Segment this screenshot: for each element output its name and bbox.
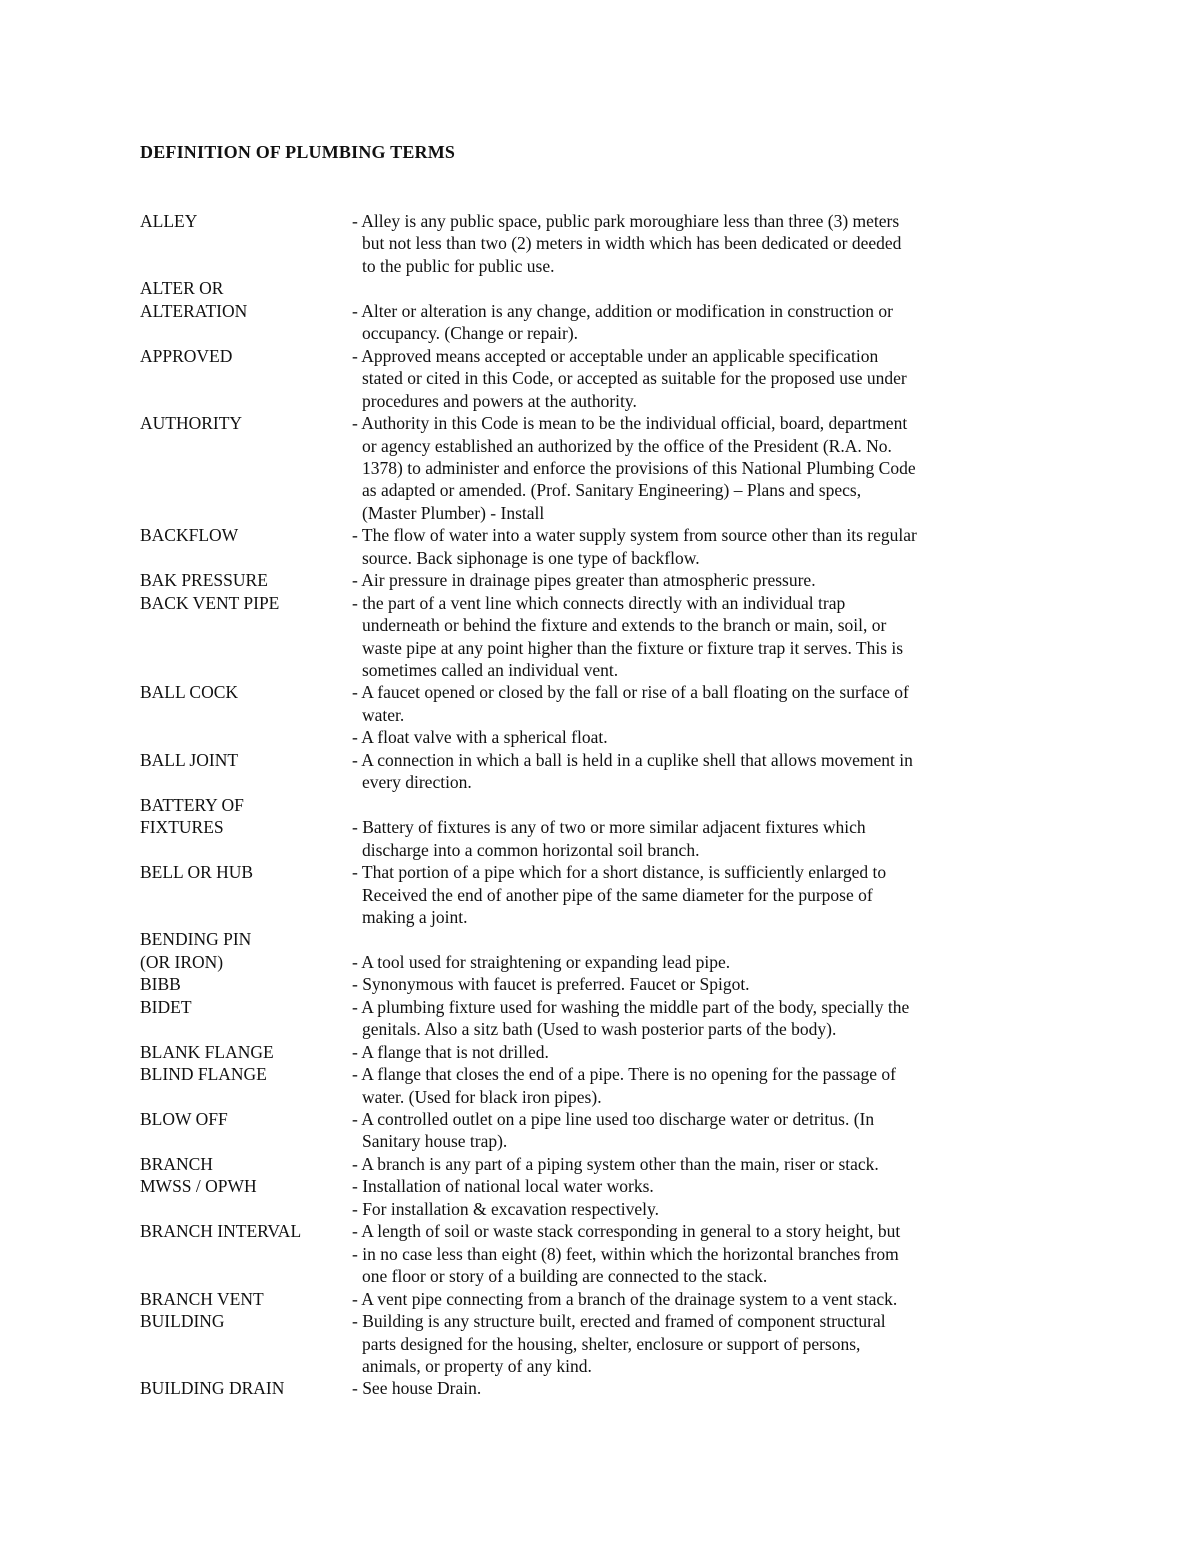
glossary-definition: - Air pressure in drainage pipes greater than atmospheric pressure. — [352, 570, 816, 590]
glossary-definition: - Installation of national local water works. — [352, 1176, 654, 1196]
glossary-definition-continuation: underneath or behind the fixture and extends to the branch or main, soil, or — [362, 615, 887, 635]
glossary-definition: - A vent pipe connecting from a branch of the drainage system to a vent stack. — [352, 1289, 898, 1309]
glossary-term: BUILDING DRAIN — [140, 1378, 285, 1398]
glossary-definition: - A float valve with a spherical float. — [352, 727, 608, 747]
glossary-definition-continuation: procedures and powers at the authority. — [362, 391, 637, 411]
glossary-definition-continuation: (Master Plumber) - Install — [362, 503, 545, 523]
glossary-term: MWSS / OPWH — [140, 1176, 257, 1196]
glossary-definition-continuation: genitals. Also a sitz bath (Used to wash posterior parts of the body). — [362, 1019, 837, 1039]
glossary-term: (OR IRON) — [140, 952, 224, 972]
glossary-term: FIXTURES — [140, 817, 224, 837]
glossary-term: BIBB — [140, 974, 181, 994]
glossary-term: BALL COCK — [140, 682, 239, 702]
glossary-definition-continuation: parts designed for the housing, shelter, enclosure or support of persons, — [362, 1334, 861, 1354]
glossary-term: ALTERATION — [140, 301, 248, 321]
glossary-definition: - A tool used for straightening or expanding lead pipe. — [352, 952, 731, 972]
glossary-definition-continuation: waste pipe at any point higher than the fixture or fixture trap it serves. This is — [362, 638, 904, 658]
glossary-definition-continuation: as adapted or amended. (Prof. Sanitary Engineering) – Plans and specs, — [362, 480, 862, 500]
glossary-term: BUILDING — [140, 1311, 225, 1331]
glossary-definition: - A length of soil or waste stack corresponding in general to a story height, but — [352, 1221, 901, 1241]
glossary-definition-continuation: sometimes called an individual vent. — [362, 660, 619, 680]
glossary-definition-continuation: or agency established an authorized by the office of the President (R.A. No. — [362, 436, 892, 456]
glossary-term: BIDET — [140, 997, 192, 1017]
glossary-definition: - See house Drain. — [352, 1378, 482, 1398]
glossary-term: BRANCH — [140, 1154, 213, 1174]
glossary-definition: - Approved means accepted or acceptable under an applicable specification — [352, 346, 879, 366]
glossary-definition: - Alley is any public space, public park moroughiare less than three (3) meters — [352, 211, 900, 231]
glossary-definition-continuation: making a joint. — [362, 907, 468, 927]
glossary-definition: - A faucet opened or closed by the fall or rise of a ball floating on the surface of — [352, 682, 909, 702]
glossary-term: BLOW OFF — [140, 1109, 228, 1129]
glossary-definition: - A controlled outlet on a pipe line used too discharge water or detritus. (In — [352, 1109, 875, 1129]
glossary-definition: - That portion of a pipe which for a short distance, is sufficiently enlarged to — [352, 862, 887, 882]
glossary-term: BELL OR HUB — [140, 862, 254, 882]
glossary-definition-continuation: occupancy. (Change or repair). — [362, 323, 579, 343]
glossary-term: BRANCH INTERVAL — [140, 1221, 302, 1241]
glossary-term: BATTERY OF — [140, 795, 244, 815]
glossary-definition-continuation: source. Back siphonage is one type of backflow. — [362, 548, 700, 568]
glossary-term: AUTHORITY — [140, 413, 243, 433]
glossary-term: BLIND FLANGE — [140, 1064, 267, 1084]
glossary-definition: - A branch is any part of a piping system other than the main, riser or stack. — [352, 1154, 879, 1174]
glossary-definition: - in no case less than eight (8) feet, within which the horizontal branches from — [352, 1244, 899, 1264]
glossary-definition: - For installation & excavation respectively. — [352, 1199, 659, 1219]
glossary-definition-continuation: to the public for public use. — [362, 256, 555, 276]
glossary-term: BACKFLOW — [140, 525, 239, 545]
glossary-definition-continuation: Sanitary house trap). — [362, 1131, 508, 1151]
glossary-definition-continuation: 1378) to administer and enforce the provisions of this National Plumbing Code — [362, 458, 916, 478]
glossary-definition: - A connection in which a ball is held in a cuplike shell that allows movement in — [352, 750, 913, 770]
glossary-definition: - Alter or alteration is any change, addition or modification in construction or — [352, 301, 893, 321]
glossary-definition: - the part of a vent line which connects directly with an individual trap — [352, 593, 846, 613]
glossary-definition: - A flange that is not drilled. — [352, 1042, 549, 1062]
glossary-term: BLANK FLANGE — [140, 1042, 274, 1062]
glossary-definition-continuation: water. (Used for black iron pipes). — [362, 1087, 602, 1107]
glossary-definition: - Building is any structure built, erected and framed of component structural — [352, 1311, 886, 1331]
glossary-definition: - Authority in this Code is mean to be the individual official, board, department — [352, 413, 908, 433]
glossary-definition: - A plumbing fixture used for washing the middle part of the body, specially the — [352, 997, 910, 1017]
glossary-definition: - A flange that closes the end of a pipe. There is no opening for the passage of — [352, 1064, 896, 1084]
glossary-term: ALLEY — [140, 211, 198, 231]
glossary-term: BALL JOINT — [140, 750, 239, 770]
glossary-definition-continuation: one floor or story of a building are connected to the stack. — [362, 1266, 768, 1286]
glossary-definition-continuation: animals, or property of any kind. — [362, 1356, 592, 1376]
glossary-term: BACK VENT PIPE — [140, 593, 280, 613]
glossary-definition: - The flow of water into a water supply system from source other than its regular — [352, 525, 917, 545]
glossary-definition-continuation: Received the end of another pipe of the same diameter for the purpose of — [362, 885, 873, 905]
glossary-term: APPROVED — [140, 346, 233, 366]
glossary-definition-continuation: stated or cited in this Code, or accepted as suitable for the proposed use under — [362, 368, 907, 388]
glossary-definition-continuation: water. — [362, 705, 405, 725]
page-title: DEFINITION OF PLUMBING TERMS — [140, 142, 456, 162]
glossary-definition-continuation: but not less than two (2) meters in width which has been dedicated or deeded — [362, 233, 902, 253]
glossary-definition-continuation: every direction. — [362, 772, 472, 792]
glossary-term: BAK PRESSURE — [140, 570, 268, 590]
glossary-definition: - Battery of fixtures is any of two or more similar adjacent fixtures which — [352, 817, 866, 837]
glossary-term: BRANCH VENT — [140, 1289, 264, 1309]
glossary-term: BENDING PIN — [140, 929, 252, 949]
glossary-definition-continuation: discharge into a common horizontal soil branch. — [362, 840, 700, 860]
glossary-term: ALTER OR — [140, 278, 224, 298]
glossary-definition: - Synonymous with faucet is preferred. Faucet or Spigot. — [352, 974, 750, 994]
